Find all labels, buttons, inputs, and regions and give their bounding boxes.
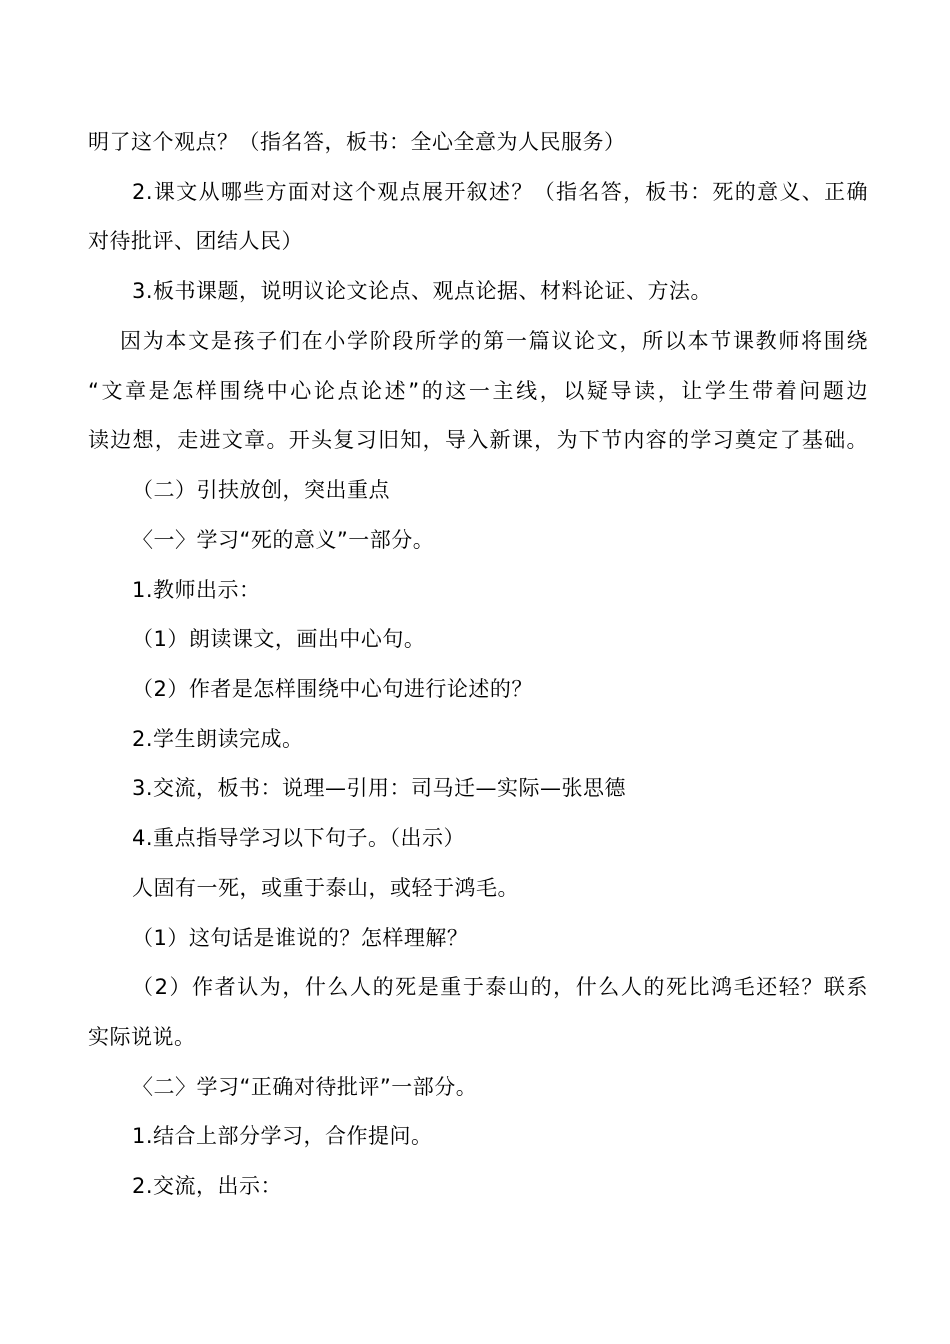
text-line-2: 2.课文从哪些方面对这个观点展开叙述？（指名答，板书：死的意义、正确 <box>132 180 868 204</box>
text-line-7: 读边想，走进文章。开头复习旧知，导入新课，为下节内容的学习奠定了基础。 <box>88 428 868 452</box>
text-line-12: （2）作者是怎样围绕中心句进行论述的？ <box>132 677 533 701</box>
text-line-22: 2.交流，出示： <box>132 1174 283 1198</box>
section-heading: （二）引扶放创，突出重点 <box>132 478 390 502</box>
subsection-heading-2: 〈二〉学习“正确对待批评”一部分。 <box>132 1075 478 1099</box>
quote-line: 人固有一死，或重于泰山，或轻于鸿毛。 <box>132 876 519 900</box>
text-line-14: 3.交流，板书：说理—引用：司马迁—实际—张思德 <box>132 776 627 800</box>
text-line-11: （1）朗读课文，画出中心句。 <box>132 627 426 651</box>
text-line-4: 3.板书课题，说明议论文论点、观点论据、材料论证、方法。 <box>132 279 713 303</box>
text-line-6: “文章是怎样围绕中心论点论述”的这一主线，以疑导读，让学生带着问题边 <box>88 379 868 403</box>
text-line-21: 1.结合上部分学习，合作提问。 <box>132 1124 433 1148</box>
text-line-3: 对待批评、团结人民） <box>88 229 303 253</box>
text-line-5: 因为本文是孩子们在小学阶段所学的第一篇议论文，所以本节课教师将围绕 <box>120 329 868 353</box>
subsection-heading-1: 〈一〉学习“死的意义”一部分。 <box>132 528 435 552</box>
text-line-13: 2.学生朗读完成。 <box>132 727 304 751</box>
text-line-17: （1）这句话是谁说的？怎样理解？ <box>132 926 469 950</box>
text-line-18: （2）作者认为，什么人的死是重于泰山的，什么人的死比鸿毛还轻？联系 <box>132 975 868 999</box>
text-line-1: 明了这个观点？（指名答，板书：全心全意为人民服务） <box>88 130 626 154</box>
text-line-10: 1.教师出示： <box>132 578 261 602</box>
text-line-19: 实际说说。 <box>88 1025 196 1049</box>
text-line-15: 4.重点指导学习以下句子。（出示） <box>132 826 466 850</box>
